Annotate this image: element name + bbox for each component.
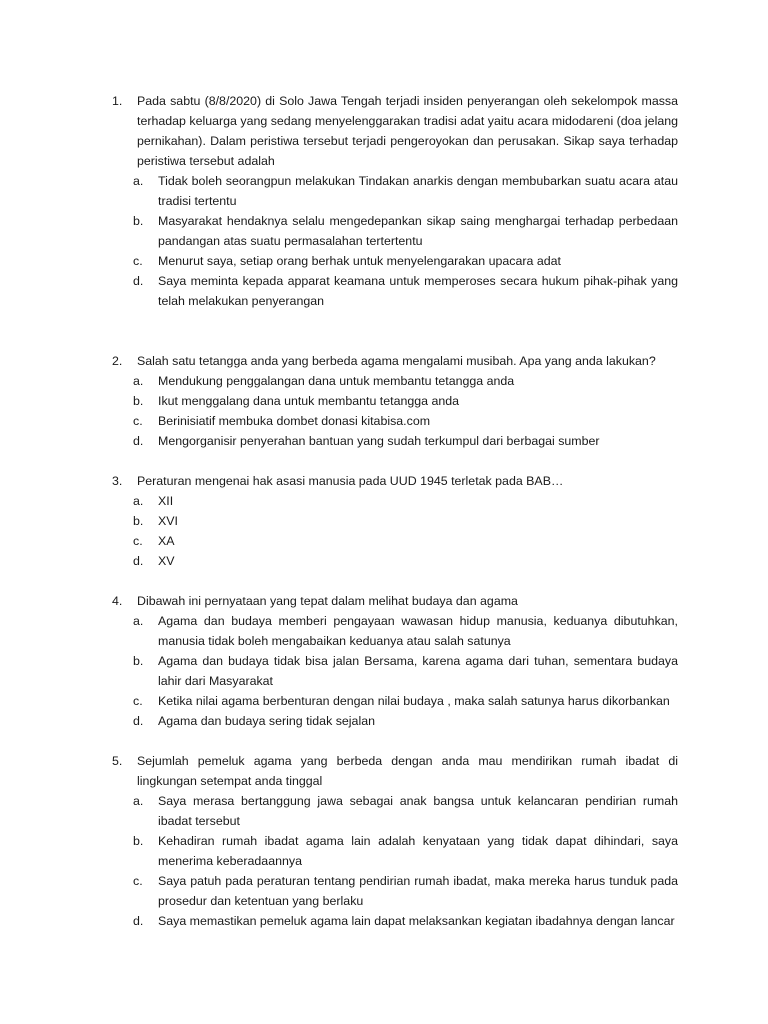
question-row: [112, 91, 678, 171]
option-item: [133, 791, 678, 831]
option-item: [133, 211, 678, 251]
question-number: 1.: [112, 94, 123, 108]
option-item: [133, 831, 678, 871]
option-text: Agama dan budaya memberi pengayaan wawasan hidup manusia, keduanya dibutuhkan, manusia tidak boleh mengabaikan keduanya atau salah satunya: [158, 614, 678, 648]
option-item: [133, 391, 678, 411]
option-text: Ketika nilai agama berbenturan dengan nilai budaya , maka salah satunya harus dikorbankan: [158, 694, 670, 708]
question-number: 2.: [112, 354, 123, 368]
option-item: [133, 531, 678, 551]
option-text: XV: [158, 554, 175, 568]
question-3: [112, 471, 678, 571]
question-text: Pada sabtu (8/8/2020) di Solo Jawa Tengah terjadi insiden penyerangan oleh sekelompok massa terhadap keluarga yang sedang menyelenggarakan tradisi adat yaitu acara midodareni (doa jelang pernikahan). Dalam peristiwa tersebut terjadi pengeroyokan dan perusakan. Sikap saya terhadap peristiwa tersebut adalah: [137, 94, 678, 168]
option-item: [133, 651, 678, 691]
option-item: [133, 511, 678, 531]
option-letter: a.: [133, 374, 144, 388]
option-text: Saya memastikan pemeluk agama lain dapat melaksankan kegiatan ibadahnya dengan lancar: [158, 914, 675, 928]
option-item: [133, 911, 678, 931]
option-letter: b.: [133, 514, 144, 528]
option-item: [133, 551, 678, 571]
option-text: Ikut menggalang dana untuk membantu tetangga anda: [158, 394, 460, 408]
option-letter: d.: [133, 554, 144, 568]
question-5: [112, 751, 678, 931]
question-text: Dibawah ini pernyataan yang tepat dalam melihat budaya dan agama: [137, 594, 518, 608]
option-letter: b.: [133, 214, 144, 228]
option-letter: c.: [133, 254, 143, 268]
option-letter: a.: [133, 494, 144, 508]
question-row: [112, 751, 678, 791]
option-item: [133, 691, 678, 711]
option-list: [112, 611, 678, 731]
question-4: [112, 591, 678, 731]
option-item: [133, 371, 678, 391]
option-letter: a.: [133, 174, 144, 188]
option-text: Mengorganisir penyerahan bantuan yang sudah terkumpul dari berbagai sumber: [158, 434, 600, 448]
option-item: [133, 271, 678, 311]
option-item: [133, 171, 678, 211]
option-text: Masyarakat hendaknya selalu mengedepankan sikap saing menghargai terhadap perbedaan pandangan atas suatu permasalahan tertertentu: [158, 214, 678, 248]
option-list: [112, 791, 678, 931]
option-text: Kehadiran rumah ibadat agama lain adalah kenyataan yang tidak dapat dihindari, saya menerima keberadaannya: [158, 834, 678, 868]
question-2: [112, 351, 678, 451]
option-list: [112, 491, 678, 571]
question-text: Salah satu tetangga anda yang berbeda agama mengalami musibah. Apa yang anda lakukan?: [137, 354, 656, 368]
option-letter: b.: [133, 654, 144, 668]
question-number: 5.: [112, 754, 123, 768]
option-list: [112, 371, 678, 451]
question-number: 4.: [112, 594, 123, 608]
option-list: [112, 171, 678, 311]
option-text: Tidak boleh seorangpun melakukan Tindakan anarkis dengan membubarkan suatu acara atau tradisi tertentu: [158, 174, 678, 208]
option-item: [133, 611, 678, 651]
option-text: XVI: [158, 514, 178, 528]
option-item: [133, 411, 678, 431]
option-text: Menurut saya, setiap orang berhak untuk menyelengarakan upacara adat: [158, 254, 561, 268]
option-letter: c.: [133, 694, 143, 708]
option-letter: c.: [133, 534, 143, 548]
option-letter: c.: [133, 874, 143, 888]
question-text: Sejumlah pemeluk agama yang berbeda dengan anda mau mendirikan rumah ibadat di lingkungan setempat anda tinggal: [137, 754, 678, 788]
option-text: Agama dan budaya sering tidak sejalan: [158, 714, 375, 728]
option-letter: a.: [133, 794, 144, 808]
option-letter: a.: [133, 614, 144, 628]
option-item: [133, 871, 678, 911]
question-row: [112, 471, 678, 491]
option-item: [133, 431, 678, 451]
option-text: Berinisiatif membuka dombet donasi kitabisa.com: [158, 414, 431, 428]
option-letter: c.: [133, 414, 143, 428]
option-text: XA: [158, 534, 175, 548]
option-letter: d.: [133, 914, 144, 928]
question-row: [112, 351, 678, 371]
option-text: Saya merasa bertanggung jawa sebagai anak bangsa untuk kelancaran pendirian rumah ibadat tersebut: [158, 794, 678, 828]
option-letter: d.: [133, 714, 144, 728]
question-row: [112, 591, 678, 611]
question-1: [112, 91, 678, 311]
option-item: [133, 711, 678, 731]
option-text: Saya patuh pada peraturan tentang pendirian rumah ibadat, maka mereka harus tunduk pada prosedur dan ketentuan yang berlaku: [158, 874, 678, 908]
option-text: Saya meminta kepada apparat keamana untuk memperoses secara hukum pihak-pihak yang telah melakukan penyerangan: [158, 274, 678, 308]
question-number: 3.: [112, 474, 123, 488]
option-letter: d.: [133, 434, 144, 448]
question-text: Peraturan mengenai hak asasi manusia pada UUD 1945 terletak pada BAB…: [137, 474, 564, 488]
option-text: XII: [158, 494, 174, 508]
option-letter: b.: [133, 834, 144, 848]
option-letter: d.: [133, 274, 144, 288]
option-text: Mendukung penggalangan dana untuk membantu tetangga anda: [158, 374, 515, 388]
option-letter: b.: [133, 394, 144, 408]
option-item: [133, 491, 678, 511]
option-text: Agama dan budaya tidak bisa jalan Bersama, karena agama dari tuhan, sementara budaya lahir dari Masyarakat: [158, 654, 678, 688]
option-item: [133, 251, 678, 271]
